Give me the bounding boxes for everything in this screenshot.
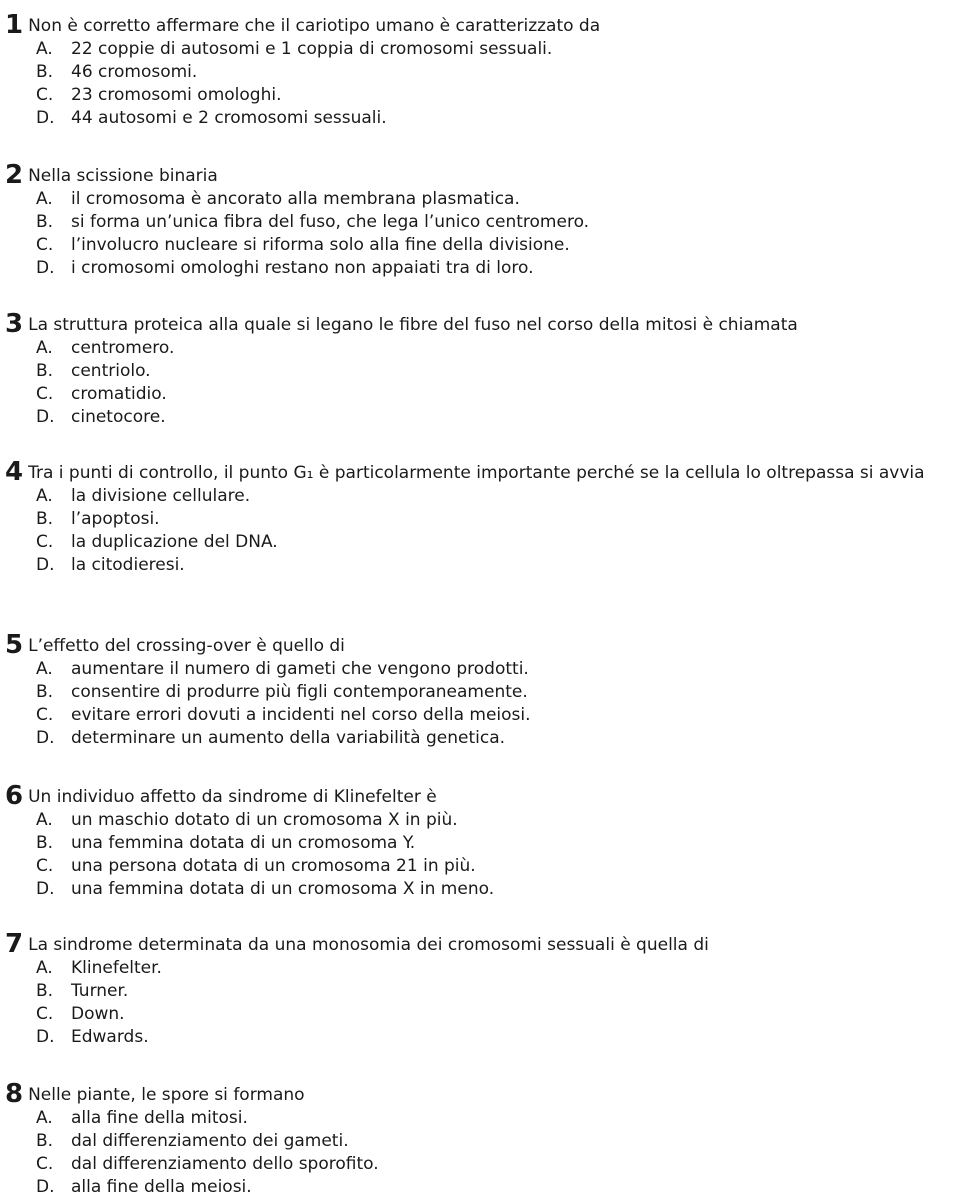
option-text: la citodieresi. bbox=[71, 555, 185, 575]
option-letter: B. bbox=[36, 62, 54, 82]
option-a bbox=[36, 1107, 976, 1130]
option-d bbox=[36, 257, 976, 280]
options-list bbox=[0, 957, 976, 1049]
option-text: Turner. bbox=[71, 981, 129, 1001]
question-5 bbox=[0, 630, 976, 750]
question-text: Non è corretto affermare che il cariotipo umano è caratterizzato da bbox=[28, 16, 601, 36]
options-list bbox=[0, 658, 976, 750]
option-letter: B. bbox=[36, 981, 54, 1001]
option-letter: D. bbox=[36, 1177, 55, 1197]
option-b bbox=[36, 681, 976, 704]
option-text: 46 cromosomi. bbox=[71, 62, 198, 82]
question-header bbox=[5, 1079, 976, 1109]
option-a bbox=[36, 957, 976, 980]
option-letter: D. bbox=[36, 407, 55, 427]
option-d bbox=[36, 554, 976, 577]
question-number: 4 bbox=[5, 457, 24, 487]
question-header bbox=[5, 630, 976, 660]
option-letter: D. bbox=[36, 555, 55, 575]
option-b bbox=[36, 832, 976, 855]
option-text: centromero. bbox=[71, 338, 175, 358]
option-a bbox=[36, 658, 976, 681]
question-text: Un individuo affetto da sindrome di Klinefelter è bbox=[28, 787, 437, 807]
option-letter: C. bbox=[36, 1154, 54, 1174]
option-letter: D. bbox=[36, 1027, 55, 1047]
option-letter: C. bbox=[36, 705, 54, 725]
option-letter: A. bbox=[36, 659, 53, 679]
option-letter: C. bbox=[36, 532, 54, 552]
options-list bbox=[0, 337, 976, 429]
option-text: il cromosoma è ancorato alla membrana plasmatica. bbox=[71, 189, 520, 209]
option-letter: A. bbox=[36, 1108, 53, 1128]
question-header bbox=[5, 309, 976, 339]
option-text: consentire di produrre più figli contemporaneamente. bbox=[71, 682, 528, 702]
question-header bbox=[5, 10, 976, 40]
question-number: 7 bbox=[5, 929, 24, 959]
option-c bbox=[36, 84, 976, 107]
option-letter: A. bbox=[36, 189, 53, 209]
option-c bbox=[36, 855, 976, 878]
question-number: 3 bbox=[5, 309, 24, 339]
question-header bbox=[0, 457, 972, 487]
question-3 bbox=[0, 309, 976, 429]
option-text: 44 autosomi e 2 cromosomi sessuali. bbox=[71, 108, 387, 128]
option-text: dal differenziamento dello sporofito. bbox=[71, 1154, 379, 1174]
option-a bbox=[36, 485, 976, 508]
option-d bbox=[36, 107, 976, 130]
question-number: 6 bbox=[5, 781, 24, 811]
question-6 bbox=[0, 781, 976, 901]
option-letter: D. bbox=[36, 108, 55, 128]
option-text: l’involucro nucleare si riforma solo alla fine della divisione. bbox=[71, 235, 570, 255]
option-letter: B. bbox=[36, 509, 54, 529]
option-text: aumentare il numero di gameti che vengono prodotti. bbox=[71, 659, 529, 679]
option-b bbox=[36, 61, 976, 84]
option-a bbox=[36, 188, 976, 211]
question-7 bbox=[0, 929, 976, 1049]
option-c bbox=[36, 531, 976, 554]
option-d bbox=[36, 727, 976, 750]
question-header bbox=[5, 160, 976, 190]
option-letter: B. bbox=[36, 212, 54, 232]
options-list bbox=[0, 38, 976, 130]
option-c bbox=[36, 1153, 976, 1176]
option-letter: C. bbox=[36, 856, 54, 876]
option-letter: D. bbox=[36, 879, 55, 899]
option-b bbox=[36, 980, 976, 1003]
option-text: alla fine della mitosi. bbox=[71, 1108, 248, 1128]
question-number: 8 bbox=[5, 1079, 24, 1109]
option-letter: C. bbox=[36, 235, 54, 255]
option-d bbox=[36, 406, 976, 429]
option-text: centriolo. bbox=[71, 361, 151, 381]
question-text: La struttura proteica alla quale si legano le fibre del fuso nel corso della mitosi è chiamata bbox=[28, 315, 798, 335]
option-letter: D. bbox=[36, 258, 55, 278]
option-letter: A. bbox=[36, 338, 53, 358]
option-d bbox=[36, 878, 976, 901]
option-text: determinare un aumento della variabilità genetica. bbox=[71, 728, 506, 748]
option-text: Down. bbox=[71, 1004, 125, 1024]
option-text: si forma un’unica fibra del fuso, che lega l’unico centromero. bbox=[71, 212, 590, 232]
option-b bbox=[36, 508, 976, 531]
question-text: L’effetto del crossing-over è quello di bbox=[28, 636, 345, 656]
question-header bbox=[5, 929, 976, 959]
option-text: 22 coppie di autosomi e 1 coppia di cromosomi sessuali. bbox=[71, 39, 553, 59]
option-letter: A. bbox=[36, 486, 53, 506]
option-letter: C. bbox=[36, 384, 54, 404]
question-text: Tra i punti di controllo, il punto G₁ è particolarmente importante perché se la cellula lo oltrepassa si avvia bbox=[28, 463, 925, 483]
option-a bbox=[36, 38, 976, 61]
option-letter: B. bbox=[36, 1131, 54, 1151]
option-c bbox=[36, 383, 976, 406]
option-text: una femmina dotata di un cromosoma Y. bbox=[71, 833, 416, 853]
option-letter: A. bbox=[36, 958, 53, 978]
question-2 bbox=[0, 160, 976, 280]
question-4 bbox=[0, 457, 976, 577]
option-letter: A. bbox=[36, 810, 53, 830]
option-text: alla fine della meiosi. bbox=[71, 1177, 252, 1197]
option-letter: A. bbox=[36, 39, 53, 59]
question-header bbox=[5, 781, 976, 811]
option-text: cromatidio. bbox=[71, 384, 167, 404]
option-a bbox=[36, 337, 976, 360]
option-d bbox=[36, 1176, 976, 1199]
option-text: una femmina dotata di un cromosoma X in meno. bbox=[71, 879, 495, 899]
option-text: una persona dotata di un cromosoma 21 in più. bbox=[71, 856, 476, 876]
option-letter: C. bbox=[36, 85, 54, 105]
option-text: dal differenziamento dei gameti. bbox=[71, 1131, 349, 1151]
options-list bbox=[0, 188, 976, 280]
option-text: un maschio dotato di un cromosoma X in più. bbox=[71, 810, 458, 830]
option-letter: B. bbox=[36, 361, 54, 381]
option-a bbox=[36, 809, 976, 832]
option-letter: B. bbox=[36, 833, 54, 853]
question-number: 5 bbox=[5, 630, 24, 660]
options-list bbox=[0, 809, 976, 901]
option-text: i cromosomi omologhi restano non appaiati tra di loro. bbox=[71, 258, 534, 278]
question-text: Nella scissione binaria bbox=[28, 166, 218, 186]
option-c bbox=[36, 234, 976, 257]
question-8 bbox=[0, 1079, 976, 1199]
question-number: 1 bbox=[5, 10, 24, 40]
option-text: Edwards. bbox=[71, 1027, 149, 1047]
question-1 bbox=[0, 10, 976, 130]
question-text: La sindrome determinata da una monosomia dei cromosomi sessuali è quella di bbox=[28, 935, 709, 955]
option-text: 23 cromosomi omologhi. bbox=[71, 85, 282, 105]
option-letter: C. bbox=[36, 1004, 54, 1024]
option-text: la duplicazione del DNA. bbox=[71, 532, 278, 552]
question-text: Nelle piante, le spore si formano bbox=[28, 1085, 305, 1105]
option-b bbox=[36, 360, 976, 383]
option-text: cinetocore. bbox=[71, 407, 166, 427]
option-c bbox=[36, 704, 976, 727]
option-letter: D. bbox=[36, 728, 55, 748]
options-list bbox=[0, 1107, 976, 1199]
option-c bbox=[36, 1003, 976, 1026]
options-list bbox=[0, 485, 976, 577]
question-number: 2 bbox=[5, 160, 24, 190]
option-b bbox=[36, 1130, 976, 1153]
option-text: l’apoptosi. bbox=[71, 509, 160, 529]
option-text: evitare errori dovuti a incidenti nel corso della meiosi. bbox=[71, 705, 531, 725]
option-b bbox=[36, 211, 976, 234]
option-letter: B. bbox=[36, 682, 54, 702]
option-text: la divisione cellulare. bbox=[71, 486, 251, 506]
option-text: Klinefelter. bbox=[71, 958, 162, 978]
option-d bbox=[36, 1026, 976, 1049]
